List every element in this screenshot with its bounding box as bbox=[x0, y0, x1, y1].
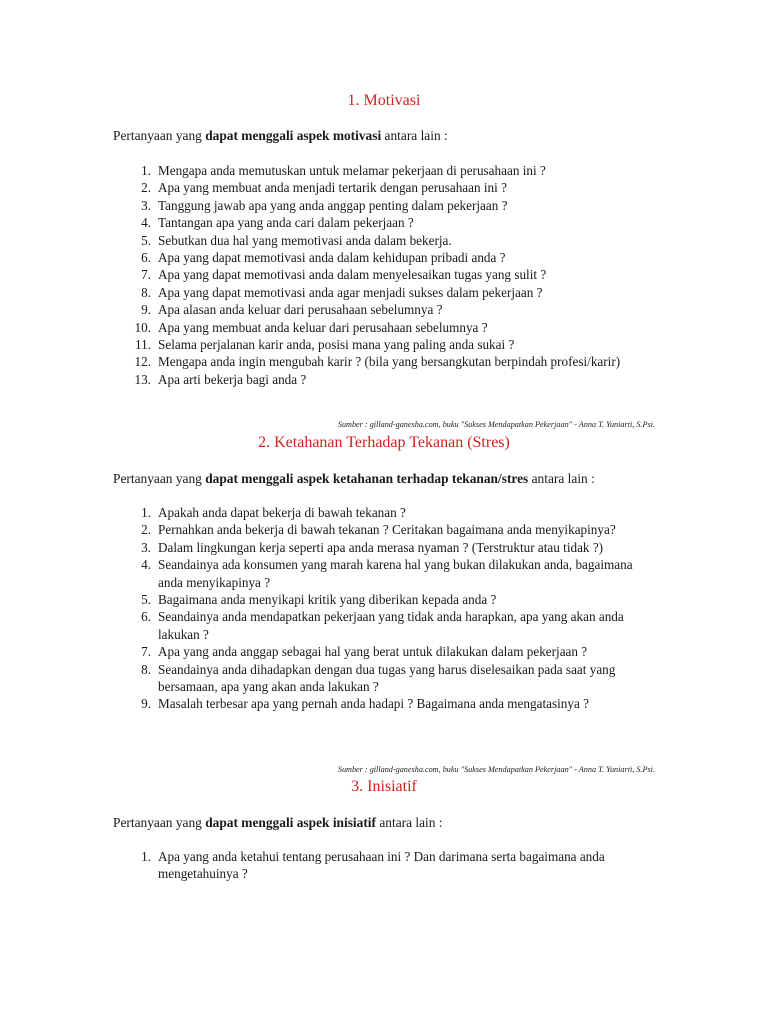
list-item-text: Mengapa anda memutuskan untuk melamar pekerjaan di perusahaan ini ? bbox=[158, 163, 546, 178]
list-item bbox=[113, 284, 653, 301]
list-item bbox=[113, 319, 653, 336]
list-item-text: Seandainya ada konsumen yang marah karena hal yang bukan dilakukan anda, bagaimana anda menyikapinya ? bbox=[158, 557, 633, 590]
list-item-number: 5. bbox=[141, 592, 151, 608]
list-item bbox=[113, 539, 653, 556]
list-item-number: 6. bbox=[141, 250, 151, 266]
list-item-text: Apa yang dapat memotivasi anda dalam kehidupan pribadi anda ? bbox=[158, 250, 506, 266]
intro-bold: dapat menggali aspek motivasi bbox=[205, 128, 382, 143]
list-item bbox=[113, 643, 653, 660]
list-item-text: Apa arti bekerja bagi anda ? bbox=[158, 371, 307, 387]
list-item-number: 12. bbox=[134, 354, 151, 370]
list-item-number: 2. bbox=[141, 522, 151, 538]
intro-prefix: Pertanyaan yang bbox=[113, 815, 206, 830]
list-item bbox=[113, 249, 653, 266]
list-item-number: 7. bbox=[141, 644, 151, 660]
list-item bbox=[113, 162, 653, 179]
source-citation: Sumber : gilland-ganesha.com, buku "Sukses Mendapatkan Pekerjaan" - Anna T. Yuniarti, S.Psi. bbox=[337, 420, 655, 429]
list-item-text: Selama perjalanan karir anda, posisi mana yang paling anda sukai ? bbox=[158, 337, 515, 353]
list-item bbox=[113, 608, 653, 643]
list-item bbox=[113, 695, 653, 712]
intro-prefix: Pertanyaan yang bbox=[113, 128, 206, 143]
list-item-text: Apakah anda dapat bekerja di bawah tekanan ? bbox=[158, 505, 406, 520]
list-item-text: Mengapa anda ingin mengubah karir ? (bila yang bersangkutan berpindah profesi/karir) bbox=[158, 354, 621, 370]
section-intro-inisiatif bbox=[113, 815, 713, 831]
intro-suffix: antara lain : bbox=[375, 815, 443, 830]
list-item-number: 9. bbox=[141, 302, 151, 318]
list-item bbox=[113, 232, 653, 249]
list-item-text: Apa yang membuat anda keluar dari perusahaan sebelumnya ? bbox=[158, 319, 488, 335]
list-item-text: Seandainya anda mendapatkan pekerjaan yang tidak anda harapkan, apa yang akan anda lakukan ? bbox=[158, 609, 624, 642]
list-item-number: 4. bbox=[141, 557, 151, 573]
list-item bbox=[113, 266, 653, 283]
list-item bbox=[113, 661, 653, 696]
list-item bbox=[113, 179, 653, 196]
list-item-text: Apa yang membuat anda menjadi tertarik dengan perusahaan ini ? bbox=[158, 180, 507, 196]
list-item bbox=[113, 591, 653, 608]
list-item bbox=[113, 848, 653, 883]
intro-bold: dapat menggali aspek inisiatif bbox=[205, 815, 376, 830]
list-item-number: 7. bbox=[141, 267, 151, 283]
list-item-number: 3. bbox=[141, 197, 151, 213]
list-item-number: 1. bbox=[141, 849, 151, 864]
list-item-number: 3. bbox=[141, 539, 151, 555]
list-item bbox=[113, 336, 653, 353]
intro-suffix: antara lain : bbox=[381, 128, 448, 143]
list-item-number: 8. bbox=[141, 284, 151, 300]
list-item-text: Apa yang anda ketahui tentang perusahaan ini ? Dan darimana serta bagaimana anda mengetahuinya ? bbox=[158, 849, 605, 882]
list-item-number: 2. bbox=[141, 180, 151, 196]
list-item-number: 1. bbox=[141, 505, 151, 520]
list-item-number: 13. bbox=[134, 371, 151, 387]
list-item-text: Apa yang dapat memotivasi anda dalam menyelesaikan tugas yang sulit ? bbox=[158, 267, 547, 283]
list-item-number: 11. bbox=[135, 337, 151, 353]
section-heading-stres: 2. Ketahanan Terhadap Tekanan (Stres) bbox=[258, 434, 510, 451]
list-item-text: Dalam lingkungan kerja seperti apa anda merasa nyaman ? (Terstruktur atau tidak ?) bbox=[158, 539, 604, 555]
list-item-number: 8. bbox=[141, 661, 151, 677]
list-item bbox=[113, 353, 653, 370]
list-item-text: Apa yang anda anggap sebagai hal yang berat untuk dilakukan dalam pekerjaan ? bbox=[158, 644, 588, 660]
list-item-number: 9. bbox=[141, 696, 151, 712]
list-item-text: Apa alasan anda keluar dari perusahaan sebelumnya ? bbox=[158, 302, 443, 318]
list-item bbox=[113, 301, 653, 318]
list-item-text: Tanggung jawab apa yang anda anggap penting dalam pekerjaan ? bbox=[158, 197, 508, 213]
list-item-text: Apa yang dapat memotivasi anda agar menjadi sukses dalam pekerjaan ? bbox=[158, 284, 543, 300]
list-item bbox=[113, 521, 653, 538]
question-list-inisiatif bbox=[113, 848, 653, 883]
question-list-stres bbox=[113, 504, 653, 713]
list-item-text: Masalah terbesar apa yang pernah anda hadapi ? Bagaimana anda mengatasinya ? bbox=[158, 696, 589, 712]
list-item bbox=[113, 371, 653, 388]
list-item-number: 10. bbox=[134, 319, 151, 335]
list-item-text: Tantangan apa yang anda cari dalam pekerjaan ? bbox=[158, 215, 414, 231]
source-citation: Sumber : gilland-ganesha.com, buku "Sukses Mendapatkan Pekerjaan" - Anna T. Yuniarti, S.Psi. bbox=[337, 765, 655, 774]
list-item-number: 1. bbox=[141, 163, 151, 178]
intro-bold: dapat menggali aspek ketahanan terhadap tekanan/stres bbox=[205, 471, 529, 486]
list-item bbox=[113, 556, 653, 591]
section-heading-inisiatif: 3. Inisiatif bbox=[351, 778, 417, 795]
list-item-text: Pernahkan anda bekerja di bawah tekanan ? Ceritakan bagaimana anda menyikapinya? bbox=[158, 522, 616, 538]
list-item-number: 6. bbox=[141, 609, 151, 625]
list-item bbox=[113, 504, 653, 521]
section-heading-motivasi: 1. Motivasi bbox=[347, 92, 421, 109]
list-item-number: 5. bbox=[141, 232, 151, 248]
section-intro-motivasi bbox=[113, 128, 713, 144]
list-item-text: Bagaimana anda menyikapi kritik yang diberikan kepada anda ? bbox=[158, 592, 497, 608]
section-intro-stres bbox=[113, 471, 713, 487]
intro-prefix: Pertanyaan yang bbox=[113, 471, 206, 486]
list-item-text: Sebutkan dua hal yang memotivasi anda dalam bekerja. bbox=[158, 232, 452, 248]
intro-suffix: antara lain : bbox=[528, 471, 595, 486]
question-list-motivasi bbox=[113, 162, 653, 388]
list-item-text: Seandainya anda dihadapkan dengan dua tugas yang harus diselesaikan pada saat yang bersamaan, apa yang akan anda lakukan ? bbox=[158, 661, 616, 695]
list-item bbox=[113, 214, 653, 231]
list-item-number: 4. bbox=[141, 215, 151, 231]
list-item bbox=[113, 197, 653, 214]
